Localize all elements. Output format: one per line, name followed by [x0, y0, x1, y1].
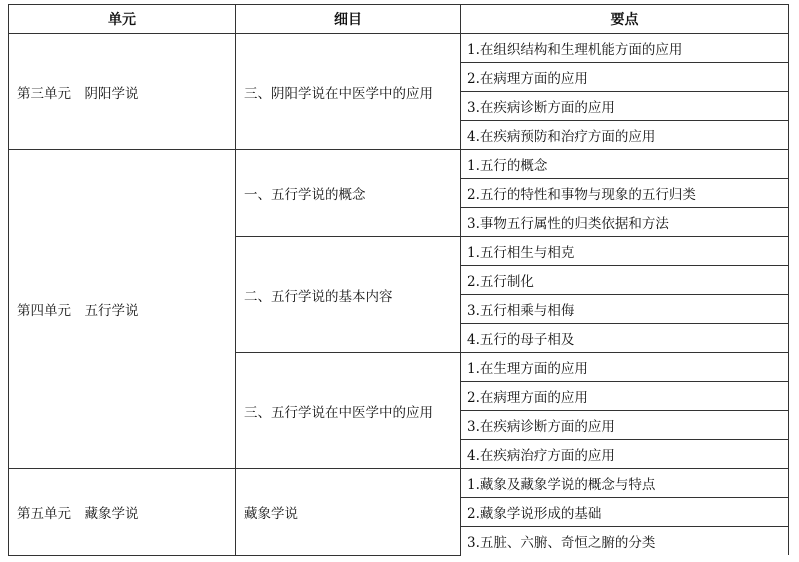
point-cell: 2.在病理方面的应用 — [461, 382, 789, 411]
point-cell: 1.在组织结构和生理机能方面的应用 — [461, 34, 789, 63]
point-cell: 4.在疾病治疗方面的应用 — [461, 440, 789, 469]
header-point: 要点 — [461, 5, 789, 34]
table-body — [9, 34, 789, 556]
point-cell: 1.五行相生与相克 — [461, 237, 789, 266]
point-cell: 4.五行的母子相及 — [461, 324, 789, 353]
table-row — [9, 34, 789, 63]
header-row — [9, 5, 789, 34]
item-cell: 二、五行学说的基本内容 — [236, 237, 461, 353]
point-cell: 3.五行相乘与相侮 — [461, 295, 789, 324]
unit-cell: 第四单元 五行学说 — [9, 150, 236, 469]
table-row — [9, 469, 789, 498]
point-cell: 2.藏象学说形成的基础 — [461, 498, 789, 527]
point-cell: 3.在疾病诊断方面的应用 — [461, 92, 789, 121]
point-cell: 2.五行的特性和事物与现象的五行归类 — [461, 179, 789, 208]
item-cell: 三、阴阳学说在中医学中的应用 — [236, 34, 461, 150]
table-row — [9, 150, 789, 179]
item-cell: 藏象学说 — [236, 469, 461, 556]
point-cell: 2.在病理方面的应用 — [461, 63, 789, 92]
point-cell: 2.五行制化 — [461, 266, 789, 295]
unit-cell: 第三单元 阴阳学说 — [9, 34, 236, 150]
header-item: 细目 — [236, 5, 461, 34]
item-cell: 一、五行学说的概念 — [236, 150, 461, 237]
header-unit: 单元 — [9, 5, 236, 34]
point-cell: 3.五脏、六腑、奇恒之腑的分类 — [461, 527, 789, 556]
syllabus-table — [8, 4, 789, 556]
point-cell: 1.藏象及藏象学说的概念与特点 — [461, 469, 789, 498]
point-cell: 3.事物五行属性的归类依据和方法 — [461, 208, 789, 237]
point-cell: 1.五行的概念 — [461, 150, 789, 179]
unit-cell: 第五单元 藏象学说 — [9, 469, 236, 556]
point-cell: 3.在疾病诊断方面的应用 — [461, 411, 789, 440]
point-cell: 4.在疾病预防和治疗方面的应用 — [461, 121, 789, 150]
item-cell: 三、五行学说在中医学中的应用 — [236, 353, 461, 469]
point-cell: 1.在生理方面的应用 — [461, 353, 789, 382]
